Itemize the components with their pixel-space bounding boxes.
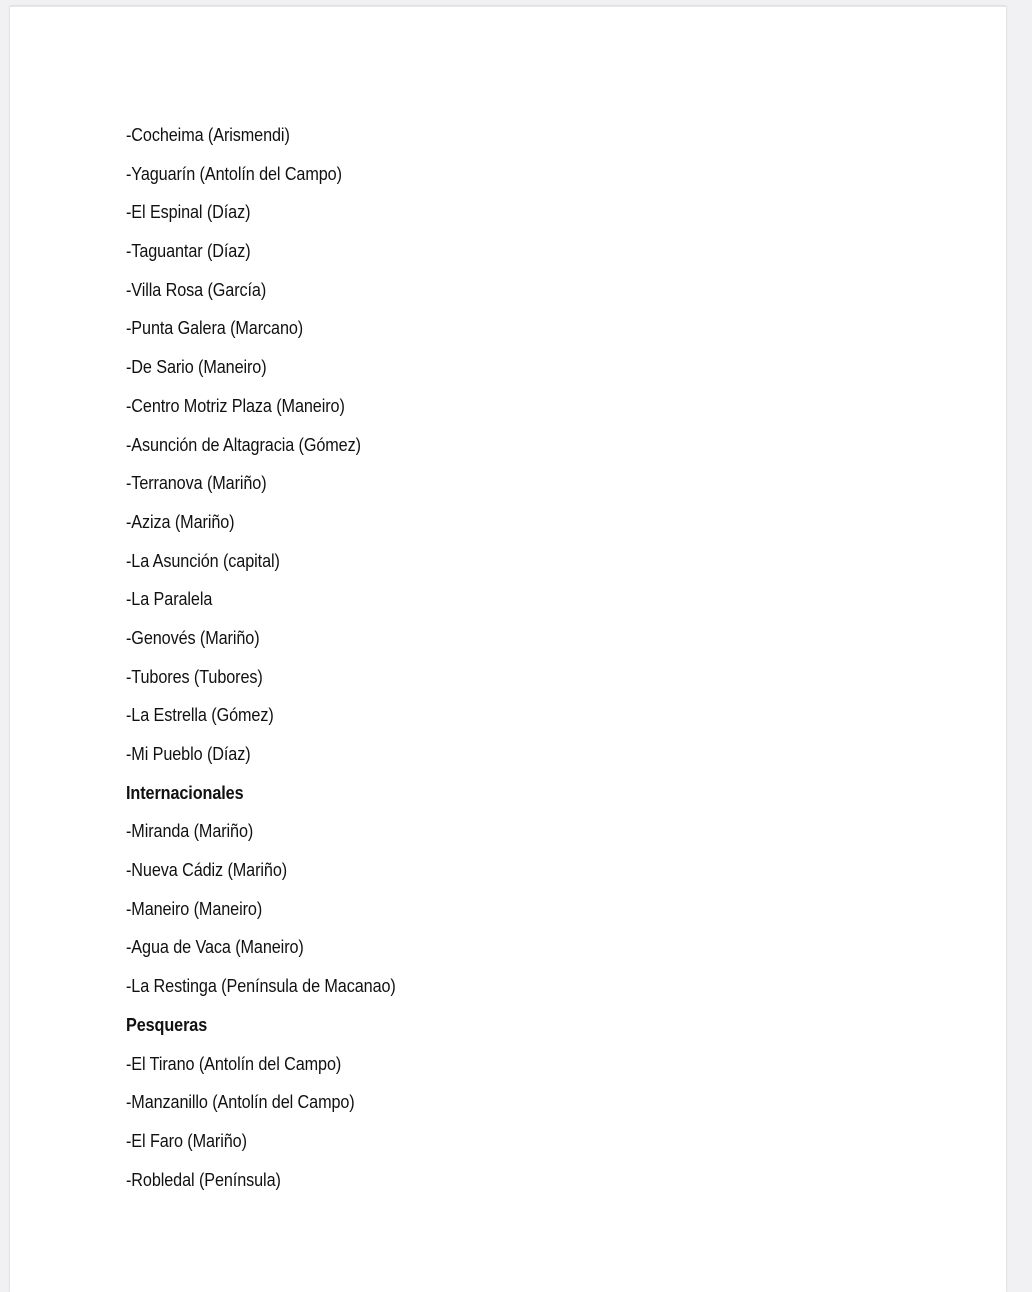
list-item: -La Restinga (Península de Macanao) [126, 976, 396, 997]
list-item: -Cocheima (Arismendi) [126, 125, 290, 145]
list-item: -Genovés (Mariño) [126, 627, 260, 648]
list-item: -Centro Motriz Plaza (Maneiro) [126, 395, 345, 416]
document-page [10, 6, 1006, 1292]
vertical-scrollbar[interactable] [1018, 0, 1032, 1291]
section-heading: Internacionales [126, 782, 244, 803]
list-item: -Yaguarín (Antolín del Campo) [126, 163, 342, 184]
list-item: -La Asunción (capital) [126, 550, 280, 571]
list-item: -Villa Rosa (García) [126, 279, 267, 300]
list-item: -El Tirano (Antolín del Campo) [126, 1053, 342, 1074]
list-item: -Aziza (Mariño) [126, 511, 235, 532]
list-item: -De Sario (Maneiro) [126, 357, 267, 378]
list-item: -El Faro (Mariño) [126, 1130, 247, 1151]
list-item: -La Paralela [126, 589, 213, 610]
list-item: -Agua de Vaca (Maneiro) [126, 937, 304, 958]
document-content [126, 122, 426, 1205]
list-item: -Taguantar (Díaz) [126, 241, 251, 262]
list-item: -Miranda (Mariño) [126, 821, 254, 842]
list-item: -Manzanillo (Antolín del Campo) [126, 1092, 355, 1113]
list-item: -El Espinal (Díaz) [126, 202, 251, 223]
list-item: -La Estrella (Gómez) [126, 705, 274, 726]
list-item: -Mi Pueblo (Díaz) [126, 744, 251, 764]
list-item: -Tubores (Tubores) [126, 666, 263, 687]
list-item: -Robledal (Península) [126, 1169, 281, 1190]
section-heading: Pesqueras [126, 1014, 208, 1035]
list-item: -Maneiro (Maneiro) [126, 898, 263, 919]
list-item: -Nueva Cádiz (Mariño) [126, 860, 288, 881]
list-item: -Terranova (Mariño) [126, 473, 267, 494]
list-item: -Punta Galera (Marcano) [126, 318, 304, 339]
list-item: -Asunción de Altagracia (Gómez) [126, 434, 361, 455]
